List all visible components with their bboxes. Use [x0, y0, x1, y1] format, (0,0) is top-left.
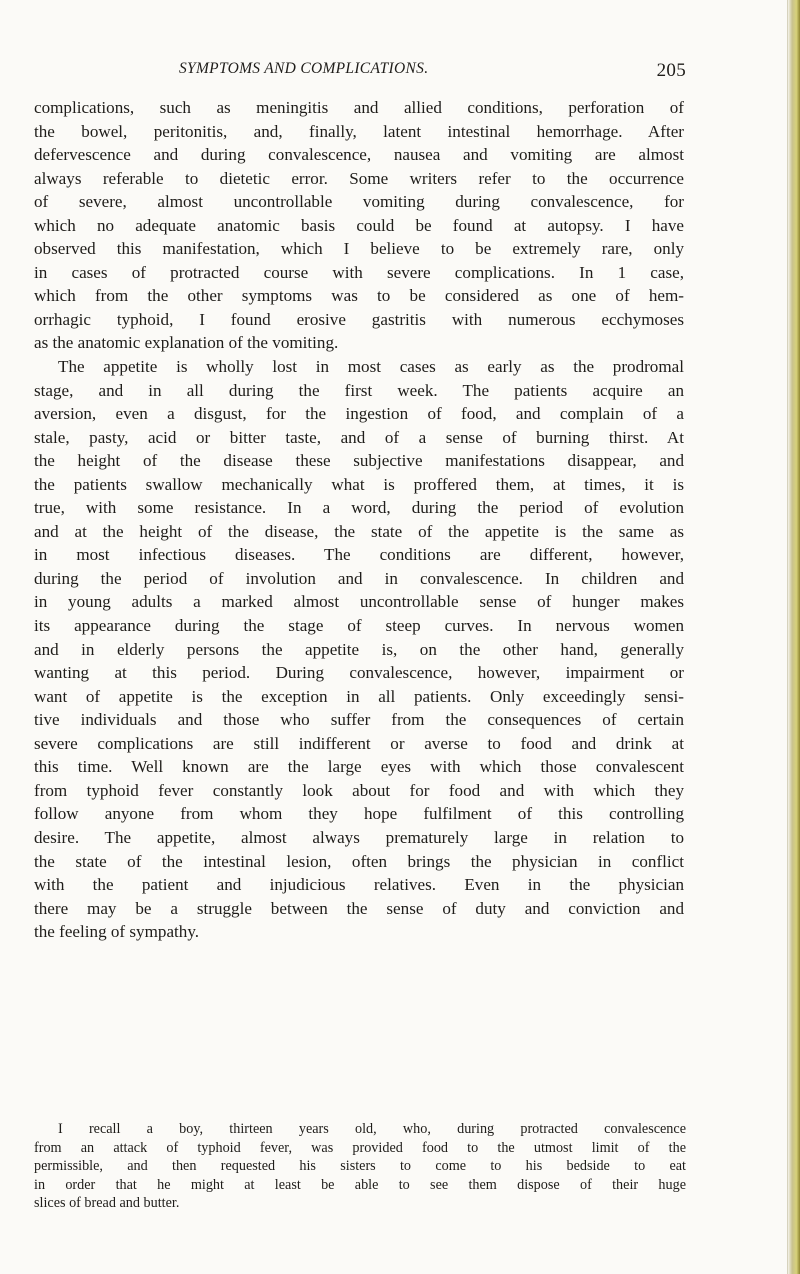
text-line: desire. The appetite, almost always prematurely large in relation to: [34, 827, 684, 847]
footnote-line: from an attack of typhoid fever, was provided food to the utmost limit of the: [34, 1139, 686, 1156]
text-line: which from the other symptoms was to be considered as one of hem-: [34, 286, 684, 306]
text-line: stale, pasty, acid or bitter taste, and of a sense of burning thirst. At: [34, 427, 684, 447]
text-line: the feeling of sympathy.: [34, 922, 200, 942]
running-title: SYMPTOMS AND COMPLICATIONS.: [179, 60, 429, 77]
text-line: severe complications are still indifferent or averse to food and drink at: [34, 733, 684, 753]
footnote-line: slices of bread and butter.: [34, 1195, 180, 1211]
paragraph-appetite: [34, 355, 684, 944]
text-line: with the patient and injudicious relatives. Even in the physician: [34, 875, 684, 895]
text-line: aversion, even a disgust, for the ingestion of food, and complain of a: [34, 404, 684, 424]
text-line: its appearance during the stage of steep curves. In nervous women: [34, 616, 684, 636]
text-line: observed this manifestation, which I believe to be extremely rare, only: [34, 239, 684, 259]
text-line: there may be a struggle between the sense of duty and conviction and: [34, 898, 684, 918]
text-line: the state of the intestinal lesion, often brings the physician in conflict: [34, 851, 684, 871]
text-line: in most infectious diseases. The conditions are different, however,: [34, 545, 684, 565]
text-line: in young adults a marked almost uncontrollable sense of hunger makes: [34, 592, 684, 612]
footnote-paragraph: [34, 1120, 686, 1213]
text-line: true, with some resistance. In a word, during the period of evolution: [34, 498, 684, 518]
text-line: of severe, almost uncontrollable vomiting during convalescence, for: [34, 192, 684, 212]
text-line: in cases of protracted course with severe complications. In 1 case,: [34, 262, 684, 282]
text-line: and in elderly persons the appetite is, on the other hand, generally: [34, 639, 684, 659]
text-line: The appetite is wholly lost in most cases as early as the prodromal: [58, 357, 684, 377]
text-line: which no adequate anatomic basis could be found at autopsy. I have: [34, 215, 684, 235]
footnote-line: permissible, and then requested his sisters to come to his bedside to eat: [34, 1158, 686, 1174]
book-spine-edge: [788, 0, 800, 1274]
text-line: orrhagic typhoid, I found erosive gastritis with numerous ecchymoses: [34, 309, 684, 329]
text-line: as the anatomic explanation of the vomiting.: [34, 333, 339, 353]
text-line: defervescence and during convalescence, nausea and vomiting are almost: [34, 145, 684, 165]
body-text: [34, 96, 684, 944]
text-line: complications, such as meningitis and allied conditions, perforation of: [34, 98, 684, 117]
text-line: stage, and in all during the first week. The patients acquire an: [34, 380, 684, 400]
text-line: this time. Well known are the large eyes with which those convalescent: [34, 757, 684, 777]
running-head: [34, 60, 686, 82]
text-line: the patients swallow mechanically what is proffered them, at times, it is: [34, 474, 684, 494]
text-line: the bowel, peritonitis, and, finally, latent intestinal hemorrhage. After: [34, 121, 684, 141]
text-line: the height of the disease these subjective manifestations disappear, and: [34, 451, 684, 471]
text-line: wanting at this period. During convalescence, however, impairment or: [34, 663, 684, 683]
text-line: from typhoid fever constantly look about for food and with which they: [34, 780, 684, 800]
footnote-line: I recall a boy, thirteen years old, who, during protracted convalescence: [58, 1121, 686, 1137]
paragraph-vomiting: [34, 96, 684, 355]
text-line: always referable to dietetic error. Some writers refer to the occurrence: [34, 168, 684, 188]
text-line: follow anyone from whom they hope fulfilment of this controlling: [34, 804, 684, 824]
text-line: and at the height of the disease, the state of the appetite is the same as: [34, 521, 684, 541]
footnote-line: in order that he might at least be able to see them dispose of their huge: [34, 1176, 686, 1193]
page-number: 205: [656, 60, 686, 81]
text-line: want of appetite is the exception in all patients. Only exceedingly sensi-: [34, 686, 684, 706]
text-line: during the period of involution and in convalescence. In children and: [34, 568, 684, 588]
text-line: tive individuals and those who suffer from the consequences of certain: [34, 710, 684, 730]
